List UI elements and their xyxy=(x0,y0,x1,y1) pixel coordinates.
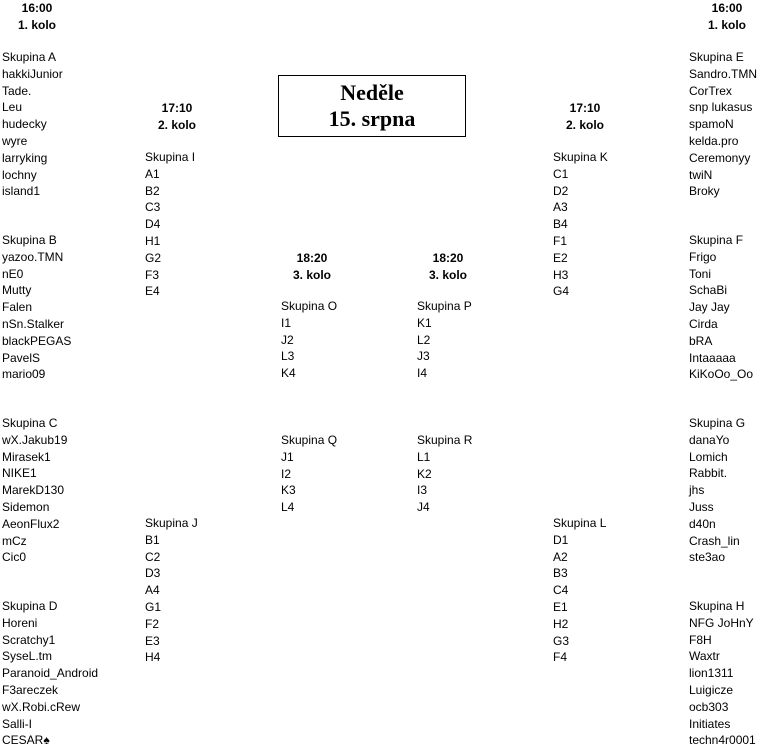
group-member: spamoN xyxy=(689,117,734,132)
round-label: 1. kolo xyxy=(707,17,746,32)
group-member: Juss xyxy=(689,499,714,514)
group-member: lochny xyxy=(2,167,37,182)
group-member: Falen xyxy=(2,300,33,315)
group-l xyxy=(553,515,606,666)
group-member: ste3ao xyxy=(689,550,726,565)
group-member: CorTrex xyxy=(689,83,732,98)
group-member: E4 xyxy=(145,284,160,299)
group-name: Skupina O xyxy=(281,299,338,313)
group-name: Skupina P xyxy=(417,299,472,313)
group-member: D1 xyxy=(553,532,569,547)
group-member: D2 xyxy=(553,183,569,198)
group-member: wyre xyxy=(2,133,28,148)
round-label: 2. kolo xyxy=(157,117,196,132)
group-member: A1 xyxy=(145,166,160,181)
group-member: G2 xyxy=(145,250,162,265)
group-member: nSn.Stalker xyxy=(2,316,65,331)
group-member: Mirasek1 xyxy=(2,449,51,464)
group-member: Luigicze xyxy=(689,682,734,697)
group-member: Mutty xyxy=(2,283,32,298)
group-member: H1 xyxy=(145,233,161,248)
group-c xyxy=(2,415,67,566)
round1-header-left xyxy=(2,0,72,34)
group-b xyxy=(2,232,71,383)
round3-header-left xyxy=(277,250,347,284)
group-member: D4 xyxy=(145,217,161,232)
group-name: Skupina D xyxy=(2,599,58,613)
group-name: Skupina Q xyxy=(281,433,338,447)
group-member: twiN xyxy=(689,167,713,182)
group-k xyxy=(553,149,608,300)
group-member: E3 xyxy=(145,633,160,648)
group-member: H3 xyxy=(553,267,569,282)
group-member: mCz xyxy=(2,533,27,548)
group-name: Skupina K xyxy=(553,150,608,164)
group-member: hakkiJunior xyxy=(2,66,63,81)
group-member: K1 xyxy=(417,315,432,330)
group-member: K2 xyxy=(417,466,432,481)
group-member: J1 xyxy=(281,449,294,464)
group-name: Skupina H xyxy=(689,599,745,613)
round-time: 18:20 xyxy=(296,251,328,265)
round-time: 16:00 xyxy=(711,1,743,15)
group-i xyxy=(145,149,195,300)
round-time: 17:10 xyxy=(569,101,601,115)
group-member: C3 xyxy=(145,200,161,215)
title-day: Neděle xyxy=(340,80,404,105)
group-member: nE0 xyxy=(2,266,24,281)
group-member: Crash_lin xyxy=(689,533,740,548)
group-member: F4 xyxy=(553,650,568,665)
title-box xyxy=(278,75,466,137)
group-member: B1 xyxy=(145,532,160,547)
group-e xyxy=(689,49,757,200)
group-member: Rabbit. xyxy=(689,466,728,481)
group-o xyxy=(281,298,337,382)
group-member: C2 xyxy=(145,549,161,564)
round2-header-left xyxy=(142,100,212,134)
group-member: I4 xyxy=(417,366,428,381)
group-member: H2 xyxy=(553,616,569,631)
group-member: danaYo xyxy=(689,432,730,447)
group-member: lion1311 xyxy=(689,666,734,681)
group-member: G1 xyxy=(145,599,162,614)
group-member: Cic0 xyxy=(2,550,27,565)
group-member: Lomich xyxy=(689,449,728,464)
group-d xyxy=(2,598,98,749)
group-name: Skupina A xyxy=(2,50,57,64)
group-member: F3 xyxy=(145,267,160,282)
group-member: C1 xyxy=(553,166,569,181)
group-member: J2 xyxy=(281,332,294,347)
group-member: Salli-I xyxy=(2,716,33,731)
group-member: Frigo xyxy=(689,249,717,264)
group-member: E1 xyxy=(553,599,568,614)
group-member: bRA xyxy=(689,333,713,348)
group-member: blackPEGAS xyxy=(2,333,72,348)
round3-header-right xyxy=(413,250,483,284)
group-member: K3 xyxy=(281,483,296,498)
group-member: jhs xyxy=(689,483,705,498)
group-member: Broky xyxy=(689,184,720,199)
group-member: Intaaaaa xyxy=(689,350,736,365)
group-member: mario09 xyxy=(2,367,46,382)
group-member: C4 xyxy=(553,583,569,598)
group-g xyxy=(689,415,745,566)
round2-header-right xyxy=(550,100,620,134)
group-member: Toni xyxy=(689,266,712,281)
group-member: KiKoOo_Oo xyxy=(689,367,754,382)
group-member: A2 xyxy=(553,549,568,564)
group-member: Tade. xyxy=(2,83,32,98)
group-member: Sidemon xyxy=(2,499,50,514)
round-time: 18:20 xyxy=(432,251,464,265)
group-j xyxy=(145,515,198,666)
group-member: K4 xyxy=(281,366,296,381)
group-member: G4 xyxy=(553,284,570,299)
group-member: L1 xyxy=(417,449,431,464)
group-member: Ceremonyy xyxy=(689,150,751,165)
group-member: B2 xyxy=(145,183,160,198)
group-member: Waxtr xyxy=(689,649,720,664)
group-a xyxy=(2,49,63,200)
group-member: I1 xyxy=(281,315,292,330)
group-member: larryking xyxy=(2,150,48,165)
group-name: Skupina J xyxy=(145,516,198,530)
round-time: 16:00 xyxy=(21,1,53,15)
group-member: Jay Jay xyxy=(689,300,730,315)
round-label: 3. kolo xyxy=(292,267,331,282)
group-member: Paranoid_Android xyxy=(2,666,99,681)
group-h xyxy=(689,598,756,749)
group-member: G3 xyxy=(553,633,570,648)
group-member: F1 xyxy=(553,233,568,248)
group-member: J3 xyxy=(417,349,430,364)
group-member: B4 xyxy=(553,217,568,232)
group-member: CESAR♠ xyxy=(2,733,50,748)
group-name: Skupina G xyxy=(689,416,746,430)
group-member: d40n xyxy=(689,516,716,531)
group-member: F3areczek xyxy=(2,682,59,697)
group-member: L3 xyxy=(281,349,295,364)
group-member: F2 xyxy=(145,616,160,631)
group-member: yazoo.TMN xyxy=(2,249,64,264)
group-member: AeonFlux2 xyxy=(2,516,60,531)
group-member: NFG JoHnY xyxy=(689,615,754,630)
group-member: PavelS xyxy=(2,350,41,365)
group-member: I2 xyxy=(281,466,292,481)
group-member: SchaBi xyxy=(689,283,728,298)
group-member: NIKE1 xyxy=(2,466,37,481)
group-name: Skupina L xyxy=(553,516,607,530)
group-member: techn4r0001 xyxy=(689,733,756,748)
group-name: Skupina R xyxy=(417,433,473,447)
group-r xyxy=(417,432,472,516)
group-member: J4 xyxy=(417,500,430,515)
round-label: 3. kolo xyxy=(428,267,467,282)
group-p xyxy=(417,298,472,382)
group-name: Skupina I xyxy=(145,150,196,164)
group-member: Cirda xyxy=(689,316,718,331)
group-member: B3 xyxy=(553,566,568,581)
group-member: I3 xyxy=(417,483,428,498)
round-label: 1. kolo xyxy=(17,17,56,32)
group-member: kelda.pro xyxy=(689,133,739,148)
round-time: 17:10 xyxy=(161,101,193,115)
round1-header-right xyxy=(692,0,762,34)
group-name: Skupina B xyxy=(2,233,57,247)
group-member: A3 xyxy=(553,200,568,215)
group-name: Skupina C xyxy=(2,416,58,430)
group-member: H4 xyxy=(145,650,161,665)
round-label: 2. kolo xyxy=(565,117,604,132)
group-member: wX.Jakub19 xyxy=(2,432,68,447)
group-member: Horeni xyxy=(2,615,38,630)
title-date: 15. srpna xyxy=(328,106,416,131)
group-member: MarekD130 xyxy=(2,483,65,498)
group-member: SyseL.tm xyxy=(2,649,53,664)
group-member: island1 xyxy=(2,184,41,199)
group-member: Sandro.TMN xyxy=(689,66,758,81)
group-member: E2 xyxy=(553,250,568,265)
group-member: D3 xyxy=(145,566,161,581)
group-member: Initiates xyxy=(689,716,731,731)
group-member: snp lukasus xyxy=(689,100,753,115)
group-member: L4 xyxy=(281,500,295,515)
group-name: Skupina E xyxy=(689,50,744,64)
group-q xyxy=(281,432,337,516)
group-member: L2 xyxy=(417,332,431,347)
group-member: wX.Robi.cRew xyxy=(2,699,81,714)
group-member: Leu xyxy=(2,100,23,115)
group-member: ocb303 xyxy=(689,699,729,714)
group-member: A4 xyxy=(145,583,160,598)
group-name: Skupina F xyxy=(689,233,744,247)
group-member: F8H xyxy=(689,632,712,647)
group-member: Scratchy1 xyxy=(2,632,56,647)
group-member: hudecky xyxy=(2,117,47,132)
group-f xyxy=(689,232,753,383)
